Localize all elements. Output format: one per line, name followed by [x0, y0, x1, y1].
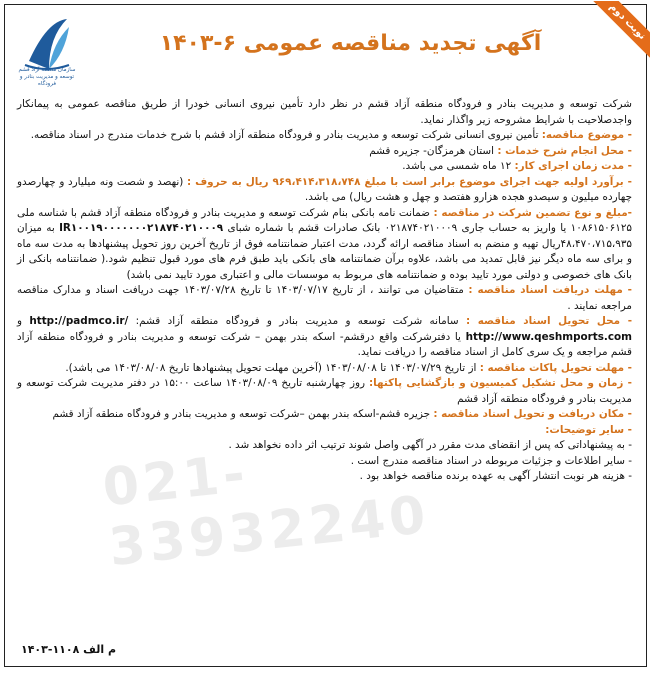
- duration-text: ۱۲ ماه شمسی می باشد.: [402, 160, 515, 172]
- opening-text: روز چهارشنبه تاریخ ۱۴۰۳/۰۸/۰۹ ساعت ۱۵:۰۰ در دفتر مدیریت شرکت توسعه و مدیریت بنادر و فرودگاه منطقه آزاد قشم: [17, 377, 632, 405]
- notice-frame: [4, 1, 648, 667]
- subject-label: - موضوع مناقصه:: [541, 129, 632, 141]
- location-paragraph: [17, 144, 632, 160]
- delivery-place-label: - محل تحویل اسناد مناقصه :: [465, 315, 633, 327]
- subject-paragraph: [17, 128, 632, 144]
- notice-title: آگهی تجدید مناقصه عمومی ۶-۱۴۰۳: [159, 31, 542, 56]
- guarantee-paragraph: [17, 206, 632, 284]
- duration-paragraph: [17, 159, 632, 175]
- opening-paragraph: [17, 376, 632, 407]
- guarantee-iban: IR۱۰۰۱۹۰۰۰۰۰۰۰۲۱۸۷۴۰۲۱۰۰۰۹: [59, 222, 224, 234]
- opening-label: - زمان و محل تشکیل کمیسیون و بازگشایی پاکتها:: [368, 377, 632, 389]
- delivery-location-text: جزیره قشم-اسکه بندر بهمن –شرکت توسعه و مدیریت بنادر و فرودگاه منطقه آزاد قشم: [52, 408, 434, 420]
- delivery-place-text-3: یا دفترشرکت واقع درقشم- اسکه بندر بهمن – شرکت توسعه و مدیریت بنادر و فرودگاه منطقه آزاد قشم مراجعه و یک سری کامل از اسناد مناقصه را دریافت نماید.: [17, 330, 632, 358]
- delivery-place-text-2: و: [17, 315, 30, 327]
- delivery-location-paragraph: [17, 407, 632, 423]
- estimate-paragraph: [17, 175, 632, 206]
- phone-watermark: 021-33932240: [99, 443, 433, 579]
- subject-text: تأمین نیروی انسانی شرکت توسعه و مدیریت بنادر و فرودگاه منطقه آزاد قشم با شرح خدمات مندرج در اسناد مناقصه.: [30, 129, 542, 141]
- other-item: - هزینه هر نوبت انتشار آگهی به عهده برنده مناقصه خواهد بود .: [359, 470, 632, 482]
- duration-label: - مدت زمان اجرای کار:: [514, 160, 632, 172]
- padmco-link[interactable]: http://padmco.ir/: [29, 315, 129, 327]
- receive-deadline-paragraph: [17, 283, 632, 314]
- location-text: استان هرمزگان- جزیره قشم: [369, 144, 498, 157]
- qeshmports-link[interactable]: http://www.qeshmports.com: [465, 330, 632, 343]
- delivery-place-paragraph: [17, 314, 632, 361]
- estimate-text: (نهصد و شصت ونه میلیارد و چهارصدو چهارده میلیون و سیصدو هجده هزارو هفتصد و چهل و هشت ریال) می باشد.: [17, 175, 632, 203]
- badge-ribbon: [588, 1, 650, 63]
- packet-deadline-label: - مهلت تحویل پاکات مناقصه :: [479, 361, 632, 374]
- guarantee-text-2: به میزان ۴۸،۴۷۰،۷۱۵،۹۳۵ریال تهیه و منضم به اسناد مناقصه ارائه گردد، مدت اعتبار ضمانتنامه فوق از تاریخ آخرین روز تحویل پیشنهادها به مدت سه ماه و برای سه ماه دیگر نیز قابل تمدید می باشد، علاوه برآن ضمانتنامه های بانکی باید طبق فرم های مورد قبول تنظیم شود.( ضمانتنامه بانکی از بانک های خصوصی و دولتی مورد تایید بوده و ضمانتنامه های مربوط به موسسات مالی و اعتباری مورد تایید نمی باشد): [17, 222, 632, 281]
- intro-paragraph: شرکت توسعه و مدیریت بنادر و فرودگاه منطقه آزاد قشم در نظر دارد تأمین نیروی انسانی خودرا از طریق مناقصه عمومی به پیمانکار واجدصلاحیت با شرایط مشروحه زیر واگذار نماید.: [17, 98, 632, 126]
- estimate-label: - برآورد اولیه جهت اجرای موضوع برابر است با مبلغ ۹۶۹،۴۱۴،۳۱۸،۷۴۸ ریال به حروف :: [186, 175, 632, 188]
- packet-deadline-text: از تاریخ ۱۴۰۳/۰۷/۲۹ تا ۱۴۰۳/۰۸/۰۸ (آخرین مهلت تحویل پیشنهادها تاریخ ۱۴۰۳/۰۸/۰۸ می باشد).: [65, 361, 480, 374]
- footer-code: م الف ۱۱۰۸-۱۴۰۳: [21, 643, 117, 656]
- other-paragraph: [17, 423, 632, 439]
- badge-text: نوبت دوم: [589, 1, 650, 60]
- other-item: - سایر اطلاعات و جزئیات مربوطه در اسناد مناقصه مندرج است .: [350, 454, 632, 467]
- notice-body: [17, 97, 632, 485]
- logo-caption: سازمان منطقه آزاد قشم توسعه و مدیریت بنادر و فرودگاه: [18, 67, 76, 87]
- delivery-location-label: - مکان دریافت و تحویل اسناد مناقصه :: [433, 408, 632, 420]
- guarantee-text-1: ضمانت نامه بانکی بنام شرکت توسعه و مدیریت بنادر و فرودگاه منطقه آزاد قشم با شناسه ملی ۱۰۸۶۱۵۰۶۱۲۵ یا واریز به حساب جاری ۰۲۱۸۷۴۰۲۱۰۰۰۹ بانک صادرات قشم با شماره شبای: [17, 206, 632, 234]
- receive-deadline-label: - مهلت دریافت اسناد مناقصه :: [468, 284, 632, 296]
- receive-deadline-text: متقاضیان می توانند ، از تاریخ ۱۴۰۳/۰۷/۱۷ تا تاریخ ۱۴۰۳/۰۷/۲۸ جهت دریافت اسناد و مدارک مناقصه مراجعه نمایند .: [17, 284, 632, 312]
- other-item: - به پیشنهاداتی که پس از انقضای مدت مقرر در آگهی واصل شوند ترتیب اثر داده نخواهد شد .: [228, 439, 632, 451]
- packet-deadline-paragraph: [17, 361, 632, 377]
- guarantee-label: -مبلغ و نوع تضمین شرکت در مناقصه :: [433, 206, 632, 219]
- delivery-place-text-1: سامانه شرکت توسعه و مدیریت بنادر و فرودگاه منطقه آزاد قشم:: [128, 315, 466, 327]
- other-label: - سایر توضیحات:: [545, 423, 632, 436]
- location-label: - محل انجام شرح خدمات :: [497, 144, 632, 157]
